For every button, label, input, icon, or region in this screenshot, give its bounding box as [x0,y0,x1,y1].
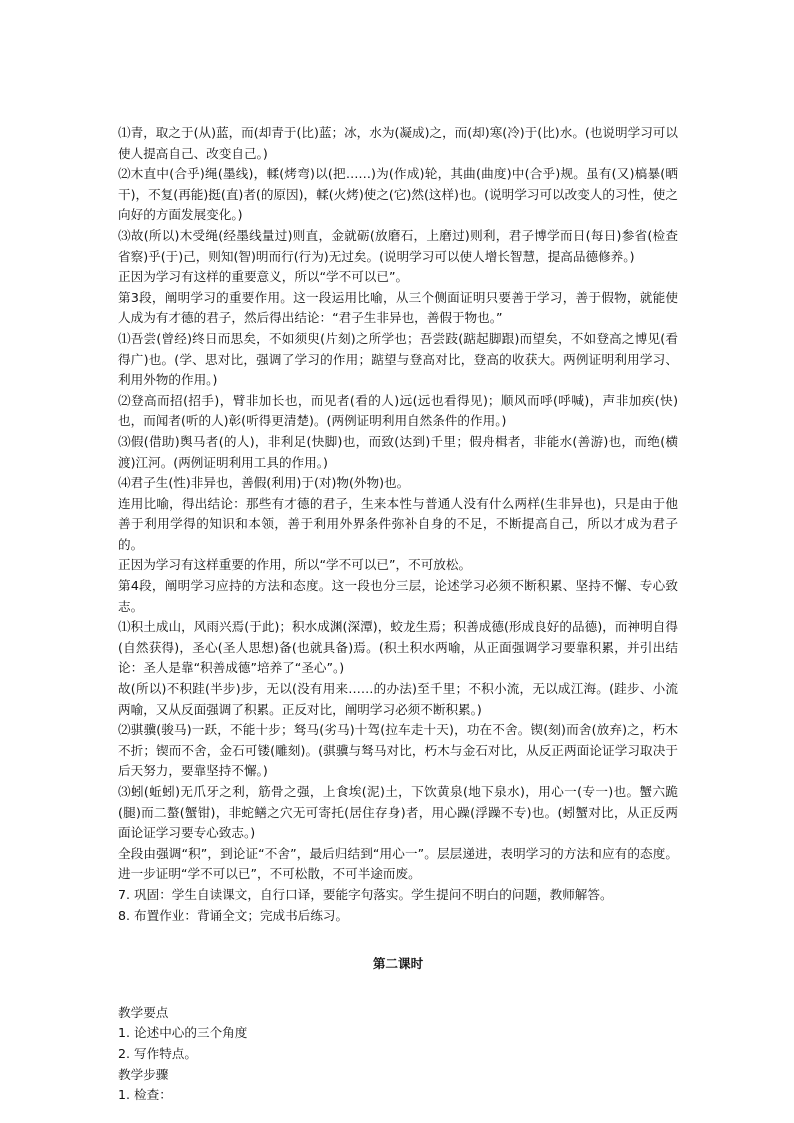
lesson-plan-block [118,1003,678,1106]
document-page [118,123,678,1106]
section-title: 第二课时 [372,956,424,972]
paragraph: 连用比喻，得出结论：那些有才德的君子，生来本性与普通人没有什么两样(生非异也)，只是由于他善于利用学得的知识和本领，善于利用外界条件弥补自身的不足，不断提高自己，所以才成为君子的。 [118,495,678,552]
paragraph: ⑶故(所以)木受绳(经墨线量过)则直，金就砺(放磨石，上磨过)则利，君子博学而日(每日)参省(检查省察)乎(于)己，则知(智)明而行(行为)无过矣。(说明学习可以使人增长智慧，提高品德修养。) [118,227,678,264]
paragraph: 7. 巩固：学生自读课文，自行口译，要能字句落实。学生提问不明白的问题，教师解答。 [118,886,613,902]
paragraph: ⑵木直中(合乎)绳(墨线)，輮(烤弯)以(把……)为(作成)轮，其曲(曲度)中(合乎)规。虽有(又)槁暴(晒干)，不复(再能)挺(直)者(的原因)，輮(火烤)使之(它)然(这样)也。(说明学习可以改变人的习性，使之向好的方面发展变化。) [118,166,678,223]
paragraph: 1. 论述中心的三个角度 [118,1025,248,1041]
paragraph: ⑴积土成山，风雨兴焉(于此)；积水成渊(深潭)，蛟龙生焉；积善成德(形成良好的品德)，而神明自得(自然获得)，圣心(圣人思想)备(也就具备)焉。(积土积水两喻，从正面强调学习要靠积累，并引出结论：圣人是靠“积善成德”培养了“圣心”。) [118,619,678,676]
lesson-text-block [118,123,678,926]
paragraph: 故(所以)不积跬(半步)步，无以(没有用来……的办法)至千里；不积小流，无以成江海。(跬步、小流两喻，又从反面强调了积累。正反对比，阐明学习必须不断积累。) [118,681,678,717]
paragraph: 正因为学习有这样的重要意义，所以“学不可以已”。 [118,269,409,285]
paragraph: 2. 写作特点。 [118,1045,197,1061]
paragraph: 教学步骤 [118,1066,169,1082]
paragraph: ⑵骐骥(骏马)一跃，不能十步；驽马(劣马)十驾(拉车走十天)，功在不舍。锲(刻)而舍(放弃)之，朽木不折；锲而不舍，金石可镂(雕刻)。(骐骥与驽马对比，朽木与金石对比，从反正两面论证学习取决于后天努力，要靠坚持不懈。) [118,722,678,779]
paragraph: 教学要点 [118,1004,169,1020]
paragraph: 正因为学习有这样重要的作用，所以“学不可以已”，不可放松。 [118,557,472,573]
paragraph: ⑶蚓(蚯蚓)无爪牙之利，筋骨之强，上食埃(泥)土，下饮黄泉(地下泉水)，用心一(专一)也。蟹六跪(腿)而二螯(蟹钳)，非蛇鳝之穴无可寄托(居住存身)者，用心躁(浮躁不专)也。(蚓蟹对比，从正反两面论证学习要专心致志。) [118,784,678,841]
paragraph: ⑵登高而招(招手)，臂非加长也，而见者(看的人)远(远也看得见)；顺风而呼(呼喊)，声非加疾(快)也，而闻者(听的人)彰(听得更清楚)。(两例证明利用自然条件的作用。) [118,392,678,429]
paragraph: ⑷君子生(性)非异也，善假(利用)于(对)物(外物)也。 [118,475,410,491]
paragraph: 1. 检查： [118,1087,172,1103]
paragraph: ⑴青，取之于(从)蓝，而(却青于(比)蓝；冰，水为(凝成)之，而(却)寒(冷)于(比)水。(也说明学习可以使人提高自己、改变自己。) [118,125,678,161]
paragraph: 全段由强调“积”，到论证“不舍”，最后归结到“用心一”。层层递进，表明学习的方法和应有的态度。进一步证明“学不可以已”，不可松散，不可半途而废。 [118,845,678,882]
paragraph: ⑶假(借助)舆马者(的人)，非利足(快脚)也，而致(达到)千里；假舟楫者，非能水(善游)也，而绝(横渡)江河。(两例证明利用工具的作用。) [118,433,678,470]
paragraph: 8. 布置作业：背诵全文；完成书后练习。 [118,907,349,923]
paragraph: 第4段，阐明学习应持的方法和态度。这一段也分三层，论述学习必须不断积累、坚持不懈、专心致志。 [118,578,678,614]
paragraph: 第3段，阐明学习的重要作用。这一段运用比喻，从三个侧面证明只要善于学习，善于假物，就能使人成为有才德的君子，然后得出结论：“君子生非异也，善假于物也。” [118,289,678,326]
paragraph: ⑴吾尝(曾经)终日而思矣，不如须臾(片刻)之所学也；吾尝跂(踮起脚跟)而望矣，不如登高之博见(看得广)也。(学、思对比，强调了学习的作用；踮望与登高对比，登高的收获大。两例证明利用学习、利用外物的作用。) [118,330,678,388]
